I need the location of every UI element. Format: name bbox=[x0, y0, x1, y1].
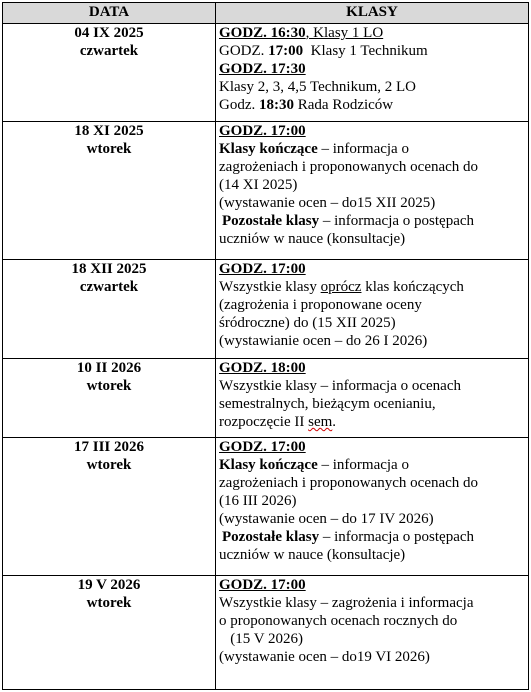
classes-cell bbox=[216, 438, 529, 576]
info-text: zagrożeniach i proponowanych ocenach do bbox=[219, 159, 479, 175]
info-text: (15 V 2026) bbox=[219, 631, 304, 647]
header-klasy: KLASY bbox=[216, 3, 529, 24]
info-text: śródroczne) do (15 XII 2025) bbox=[219, 315, 396, 331]
group-label: Pozostałe klasy bbox=[222, 213, 320, 229]
table-row bbox=[3, 260, 529, 359]
header-row bbox=[3, 3, 529, 24]
time-label: 18:30 bbox=[259, 97, 294, 113]
info-text: klas kończących bbox=[361, 279, 464, 295]
info-text: GODZ. bbox=[219, 43, 269, 59]
info-text: Godz. bbox=[219, 97, 259, 113]
info-text: (wystawanie ocen – do15 XII 2025) bbox=[219, 195, 436, 211]
table-row bbox=[3, 122, 529, 260]
info-text: , Klasy 1 LO bbox=[305, 25, 384, 41]
time-label: 17:00 bbox=[268, 43, 304, 59]
info-text: – informacja o postępach bbox=[319, 213, 475, 229]
date-cell bbox=[3, 359, 216, 438]
time-label: GODZ. 16:30 bbox=[219, 25, 306, 41]
classes-cell bbox=[216, 576, 529, 690]
classes-cell bbox=[216, 122, 529, 260]
time-label: GODZ. 18:00 bbox=[219, 360, 306, 376]
group-label: Klasy kończące bbox=[219, 457, 318, 473]
date-text: 19 V 2026 bbox=[77, 577, 141, 593]
time-label: GODZ. 17:30 bbox=[219, 61, 306, 77]
info-text: (wystawianie ocen – do 26 I 2026) bbox=[219, 333, 428, 349]
header-data: DATA bbox=[3, 3, 216, 24]
table-row bbox=[3, 576, 529, 690]
table-row bbox=[3, 438, 529, 576]
info-text: (16 III 2026) bbox=[219, 493, 297, 509]
info-text: (14 XI 2025) bbox=[219, 177, 298, 193]
table-row bbox=[3, 24, 529, 122]
info-text: rozpoczęcie II bbox=[219, 414, 309, 430]
group-label: Pozostałe klasy bbox=[222, 529, 320, 545]
schedule-table bbox=[2, 2, 529, 690]
date-text: 17 III 2026 bbox=[73, 439, 144, 455]
time-label: GODZ. 17:00 bbox=[219, 261, 306, 277]
info-text: – informacja o bbox=[317, 141, 409, 157]
info-text: – informacja o postępach bbox=[319, 529, 475, 545]
emphasis-text: oprócz bbox=[320, 279, 362, 295]
info-text: . bbox=[332, 414, 337, 430]
weekday-text: wtorek bbox=[86, 595, 132, 611]
weekday-text: czwartek bbox=[79, 43, 139, 59]
time-label: GODZ. 17:00 bbox=[219, 123, 306, 139]
date-cell bbox=[3, 576, 216, 690]
weekday-text: czwartek bbox=[79, 279, 139, 295]
group-label: Klasy kończące bbox=[219, 141, 318, 157]
table-row bbox=[3, 359, 529, 438]
info-text: Klasy 2, 3, 4,5 Technikum, 2 LO bbox=[219, 79, 416, 95]
info-text: (wystawanie ocen – do19 VI 2026) bbox=[219, 649, 430, 665]
info-text: Rada Rodziców bbox=[294, 97, 394, 113]
classes-cell bbox=[216, 359, 529, 438]
time-label: GODZ. 17:00 bbox=[219, 577, 306, 593]
info-text: uczniów w nauce (konsultacje) bbox=[219, 231, 406, 247]
info-text: uczniów w nauce (konsultacje) bbox=[219, 547, 406, 563]
weekday-text: wtorek bbox=[86, 457, 132, 473]
spellcheck-text: sem bbox=[308, 414, 333, 430]
info-text: semestralnych, bieżącym ocenianiu, bbox=[219, 396, 436, 412]
date-text: 18 XI 2025 bbox=[74, 123, 144, 139]
date-text: 10 II 2026 bbox=[76, 360, 142, 376]
info-text: o proponowanych ocenach rocznych do bbox=[219, 613, 458, 629]
date-cell bbox=[3, 438, 216, 576]
date-text: 04 IX 2025 bbox=[74, 25, 144, 41]
date-text: 18 XII 2025 bbox=[71, 261, 147, 277]
date-cell bbox=[3, 122, 216, 260]
info-text: – informacja o bbox=[317, 457, 409, 473]
info-text: Wszystkie klasy bbox=[219, 279, 321, 295]
info-text: (wystawanie ocen – do 17 IV 2026) bbox=[219, 511, 434, 527]
date-cell bbox=[3, 24, 216, 122]
info-text: Wszystkie klasy – informacja o ocenach bbox=[219, 378, 461, 394]
classes-cell bbox=[216, 260, 529, 359]
info-text: zagrożeniach i proponowanych ocenach do bbox=[219, 475, 479, 491]
info-text: Klasy 1 Technikum bbox=[303, 43, 428, 59]
time-label: GODZ. 17:00 bbox=[219, 439, 306, 455]
classes-cell bbox=[216, 24, 529, 122]
info-text: Wszystkie klasy – zagrożenia i informacja bbox=[219, 595, 474, 611]
info-text: (zagrożenia i proponowane oceny bbox=[219, 297, 422, 313]
date-cell bbox=[3, 260, 216, 359]
weekday-text: wtorek bbox=[86, 378, 132, 394]
weekday-text: wtorek bbox=[86, 141, 132, 157]
